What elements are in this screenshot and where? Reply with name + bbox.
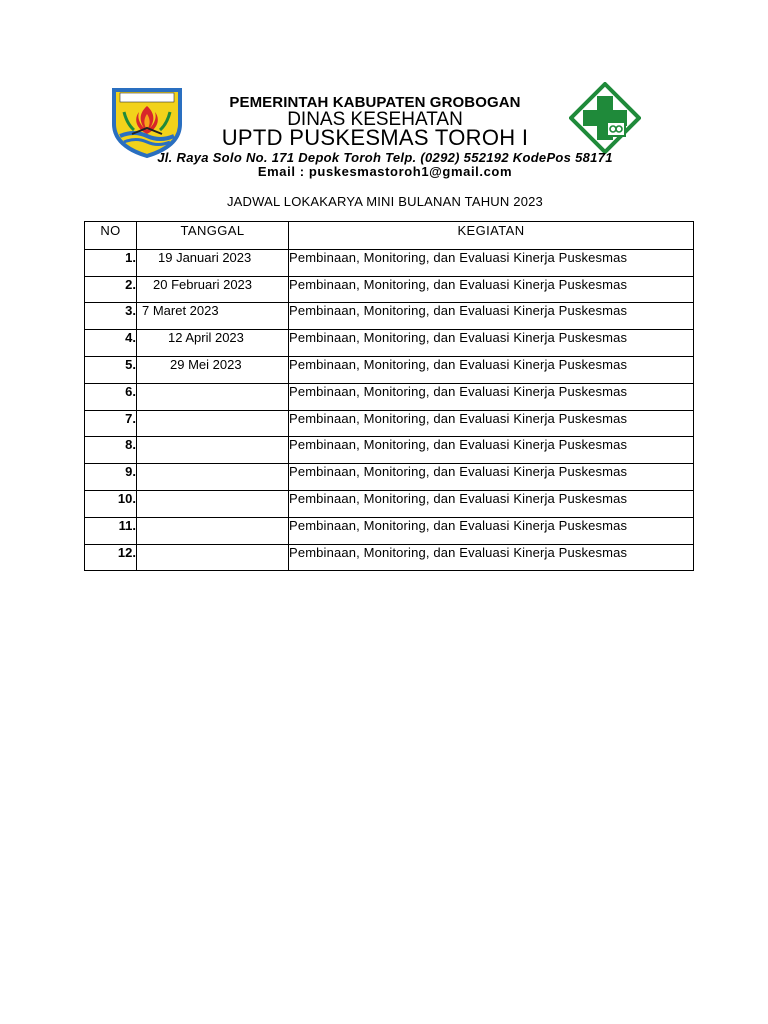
row-tanggal: 12 April 2023 [137,330,289,357]
row-tanggal [137,383,289,410]
row-kegiatan: Pembinaan, Monitoring, dan Evaluasi Kinerja Puskesmas [289,249,694,276]
table-row [85,464,694,491]
row-tanggal [137,544,289,571]
address-line: Jl. Raya Solo No. 171 Depok Toroh Telp. (0292) 552192 KodePos 58171 [157,150,613,165]
row-kegiatan: Pembinaan, Monitoring, dan Evaluasi Kinerja Puskesmas [289,517,694,544]
document-title: JADWAL LOKAKARYA MINI BULANAN TAHUN 2023 [226,194,543,209]
table-row [85,356,694,383]
table-header-row [85,222,694,250]
table-row [85,544,694,571]
grobogan-emblem-icon [110,84,184,158]
row-no: 10. [85,490,137,517]
row-kegiatan: Pembinaan, Monitoring, dan Evaluasi Kinerja Puskesmas [289,276,694,303]
header-tanggal: TANGGAL [137,222,289,250]
table-row [85,330,694,357]
table-row [85,517,694,544]
row-kegiatan: Pembinaan, Monitoring, dan Evaluasi Kinerja Puskesmas [289,410,694,437]
table-row [85,276,694,303]
row-kegiatan: Pembinaan, Monitoring, dan Evaluasi Kinerja Puskesmas [289,437,694,464]
puskesmas-cross-logo-icon [569,82,641,154]
department-name: DINAS KESEHATAN [287,109,463,130]
row-tanggal [137,437,289,464]
header-no: NO [85,222,137,250]
row-kegiatan: Pembinaan, Monitoring, dan Evaluasi Kinerja Puskesmas [289,330,694,357]
row-no: 11. [85,517,137,544]
row-tanggal: 7 Maret 2023 [137,303,289,330]
row-tanggal [137,490,289,517]
schedule-table [84,221,694,571]
row-no: 6. [85,383,137,410]
row-no: 5. [85,356,137,383]
email-line: Email : puskesmastoroh1@gmail.com [257,164,513,179]
row-no: 12. [85,544,137,571]
row-kegiatan: Pembinaan, Monitoring, dan Evaluasi Kinerja Puskesmas [289,383,694,410]
row-kegiatan: Pembinaan, Monitoring, dan Evaluasi Kinerja Puskesmas [289,490,694,517]
row-kegiatan: Pembinaan, Monitoring, dan Evaluasi Kinerja Puskesmas [289,303,694,330]
table-row [85,410,694,437]
header-kegiatan: KEGIATAN [289,222,694,250]
row-tanggal [137,410,289,437]
row-kegiatan: Pembinaan, Monitoring, dan Evaluasi Kinerja Puskesmas [289,544,694,571]
row-tanggal: 19 Januari 2023 [137,249,289,276]
row-tanggal: 20 Februari 2023 [137,276,289,303]
row-kegiatan: Pembinaan, Monitoring, dan Evaluasi Kinerja Puskesmas [289,356,694,383]
institution-name: UPTD PUSKESMAS TOROH I [221,125,529,150]
table-row [85,383,694,410]
row-no: 1. [85,249,137,276]
row-no: 9. [85,464,137,491]
table-row [85,303,694,330]
row-no: 3. [85,303,137,330]
table-row [85,249,694,276]
government-name: PEMERINTAH KABUPATEN GROBOGAN [229,94,521,111]
row-kegiatan: Pembinaan, Monitoring, dan Evaluasi Kinerja Puskesmas [289,464,694,491]
row-tanggal [137,517,289,544]
table-row [85,437,694,464]
row-no: 4. [85,330,137,357]
table-row [85,490,694,517]
row-no: 8. [85,437,137,464]
row-no: 7. [85,410,137,437]
row-no: 2. [85,276,137,303]
row-tanggal: 29 Mei 2023 [137,356,289,383]
row-tanggal [137,464,289,491]
